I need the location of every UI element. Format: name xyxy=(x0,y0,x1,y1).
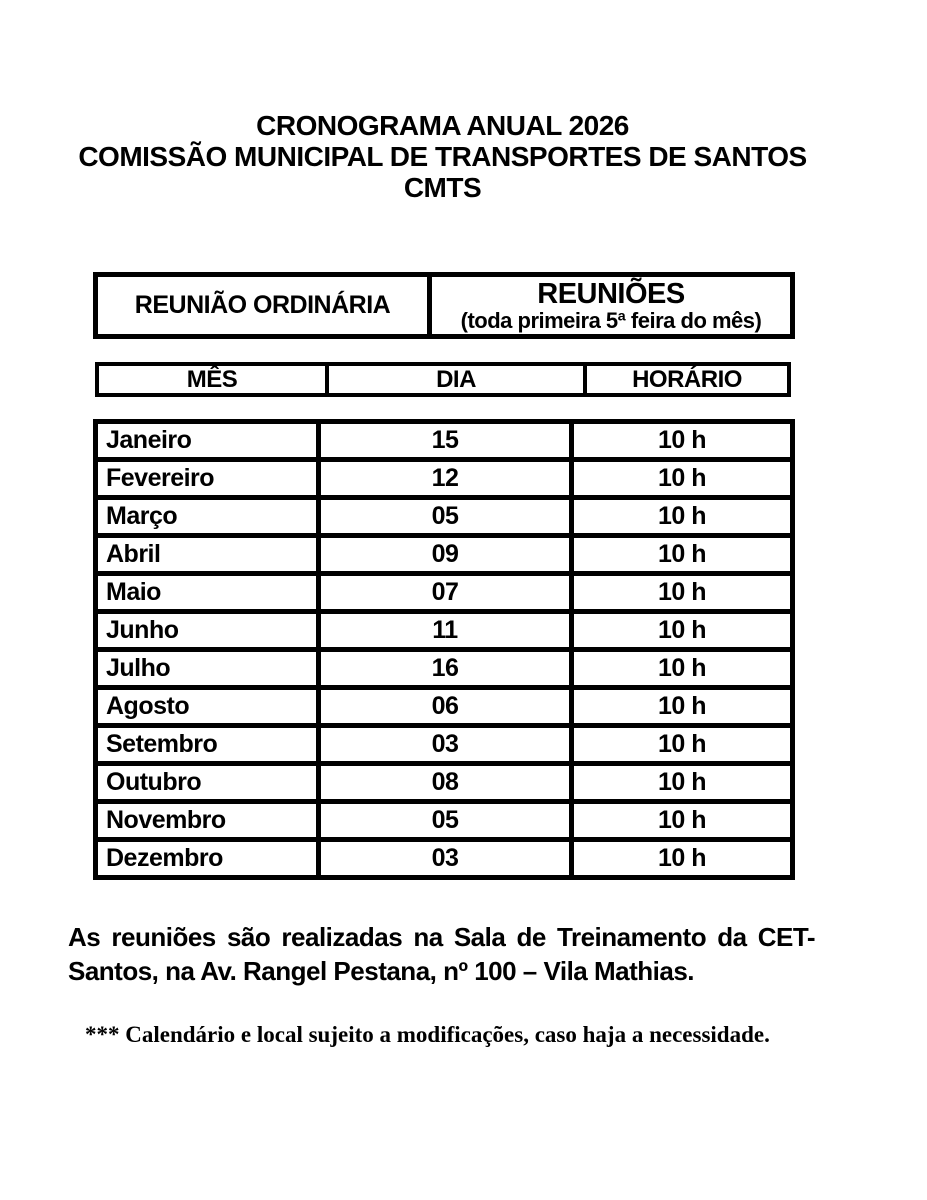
table-row xyxy=(96,422,793,460)
header-month: MÊS xyxy=(99,366,329,393)
header-day: DIA xyxy=(329,366,587,393)
table-row xyxy=(96,536,793,574)
table-row xyxy=(96,650,793,688)
time-cell: 10 h xyxy=(572,802,793,840)
location-note-line-1: As reuniões são realizadas na Sala de Treinamento da CET- xyxy=(68,922,815,952)
schedule-header-row xyxy=(95,362,791,397)
day-cell: 12 xyxy=(319,460,572,498)
document-title xyxy=(0,110,885,203)
table-row xyxy=(96,840,793,878)
month-cell: Novembro xyxy=(96,802,319,840)
time-cell: 10 h xyxy=(572,764,793,802)
time-cell: 10 h xyxy=(572,460,793,498)
table-row xyxy=(96,612,793,650)
location-note-line-2: Santos, na Av. Rangel Pestana, nº 100 – Vila Mathias. xyxy=(68,956,695,986)
time-cell: 10 h xyxy=(572,422,793,460)
location-note xyxy=(68,920,815,988)
time-cell: 10 h xyxy=(572,688,793,726)
title-line-1: CRONOGRAMA ANUAL 2026 xyxy=(256,110,629,141)
day-cell: 07 xyxy=(319,574,572,612)
title-line-2: COMISSÃO MUNICIPAL DE TRANSPORTES DE SANTOS xyxy=(78,141,807,172)
meeting-frequency-title: REUNIÕES xyxy=(537,277,685,310)
month-cell: Setembro xyxy=(96,726,319,764)
disclaimer-note: *** Calendário e local sujeito a modificações, caso haja a necessidade. xyxy=(85,1022,770,1047)
time-cell: 10 h xyxy=(572,498,793,536)
month-cell: Junho xyxy=(96,612,319,650)
day-cell: 03 xyxy=(319,726,572,764)
day-cell: 05 xyxy=(319,802,572,840)
day-cell: 16 xyxy=(319,650,572,688)
table-row xyxy=(96,498,793,536)
table-row xyxy=(96,764,793,802)
meeting-type-cell: REUNIÃO ORDINÁRIA xyxy=(98,277,432,334)
month-cell: Maio xyxy=(96,574,319,612)
title-line-3: CMTS xyxy=(403,172,482,203)
table-row xyxy=(96,460,793,498)
day-cell: 15 xyxy=(319,422,572,460)
day-cell: 06 xyxy=(319,688,572,726)
time-cell: 10 h xyxy=(572,612,793,650)
day-cell: 05 xyxy=(319,498,572,536)
day-cell: 03 xyxy=(319,840,572,878)
month-cell: Outubro xyxy=(96,764,319,802)
month-cell: Janeiro xyxy=(96,422,319,460)
time-cell: 10 h xyxy=(572,840,793,878)
meeting-frequency-subtitle: (toda primeira 5ª feira do mês) xyxy=(460,307,762,333)
time-cell: 10 h xyxy=(572,726,793,764)
meeting-frequency-cell xyxy=(432,277,790,334)
time-cell: 10 h xyxy=(572,536,793,574)
day-cell: 09 xyxy=(319,536,572,574)
day-cell: 11 xyxy=(319,612,572,650)
table-row xyxy=(96,726,793,764)
header-time: HORÁRIO xyxy=(632,365,742,393)
day-cell: 08 xyxy=(319,764,572,802)
month-cell: Dezembro xyxy=(96,840,319,878)
time-cell: 10 h xyxy=(572,650,793,688)
table-row xyxy=(96,688,793,726)
month-cell: Agosto xyxy=(96,688,319,726)
month-cell: Julho xyxy=(96,650,319,688)
meeting-type-table xyxy=(93,272,795,339)
month-cell: Abril xyxy=(96,536,319,574)
month-cell: Março xyxy=(96,498,319,536)
time-cell: 10 h xyxy=(572,574,793,612)
table-row xyxy=(96,802,793,840)
schedule-table xyxy=(93,419,795,880)
table-row xyxy=(96,574,793,612)
month-cell: Fevereiro xyxy=(96,460,319,498)
